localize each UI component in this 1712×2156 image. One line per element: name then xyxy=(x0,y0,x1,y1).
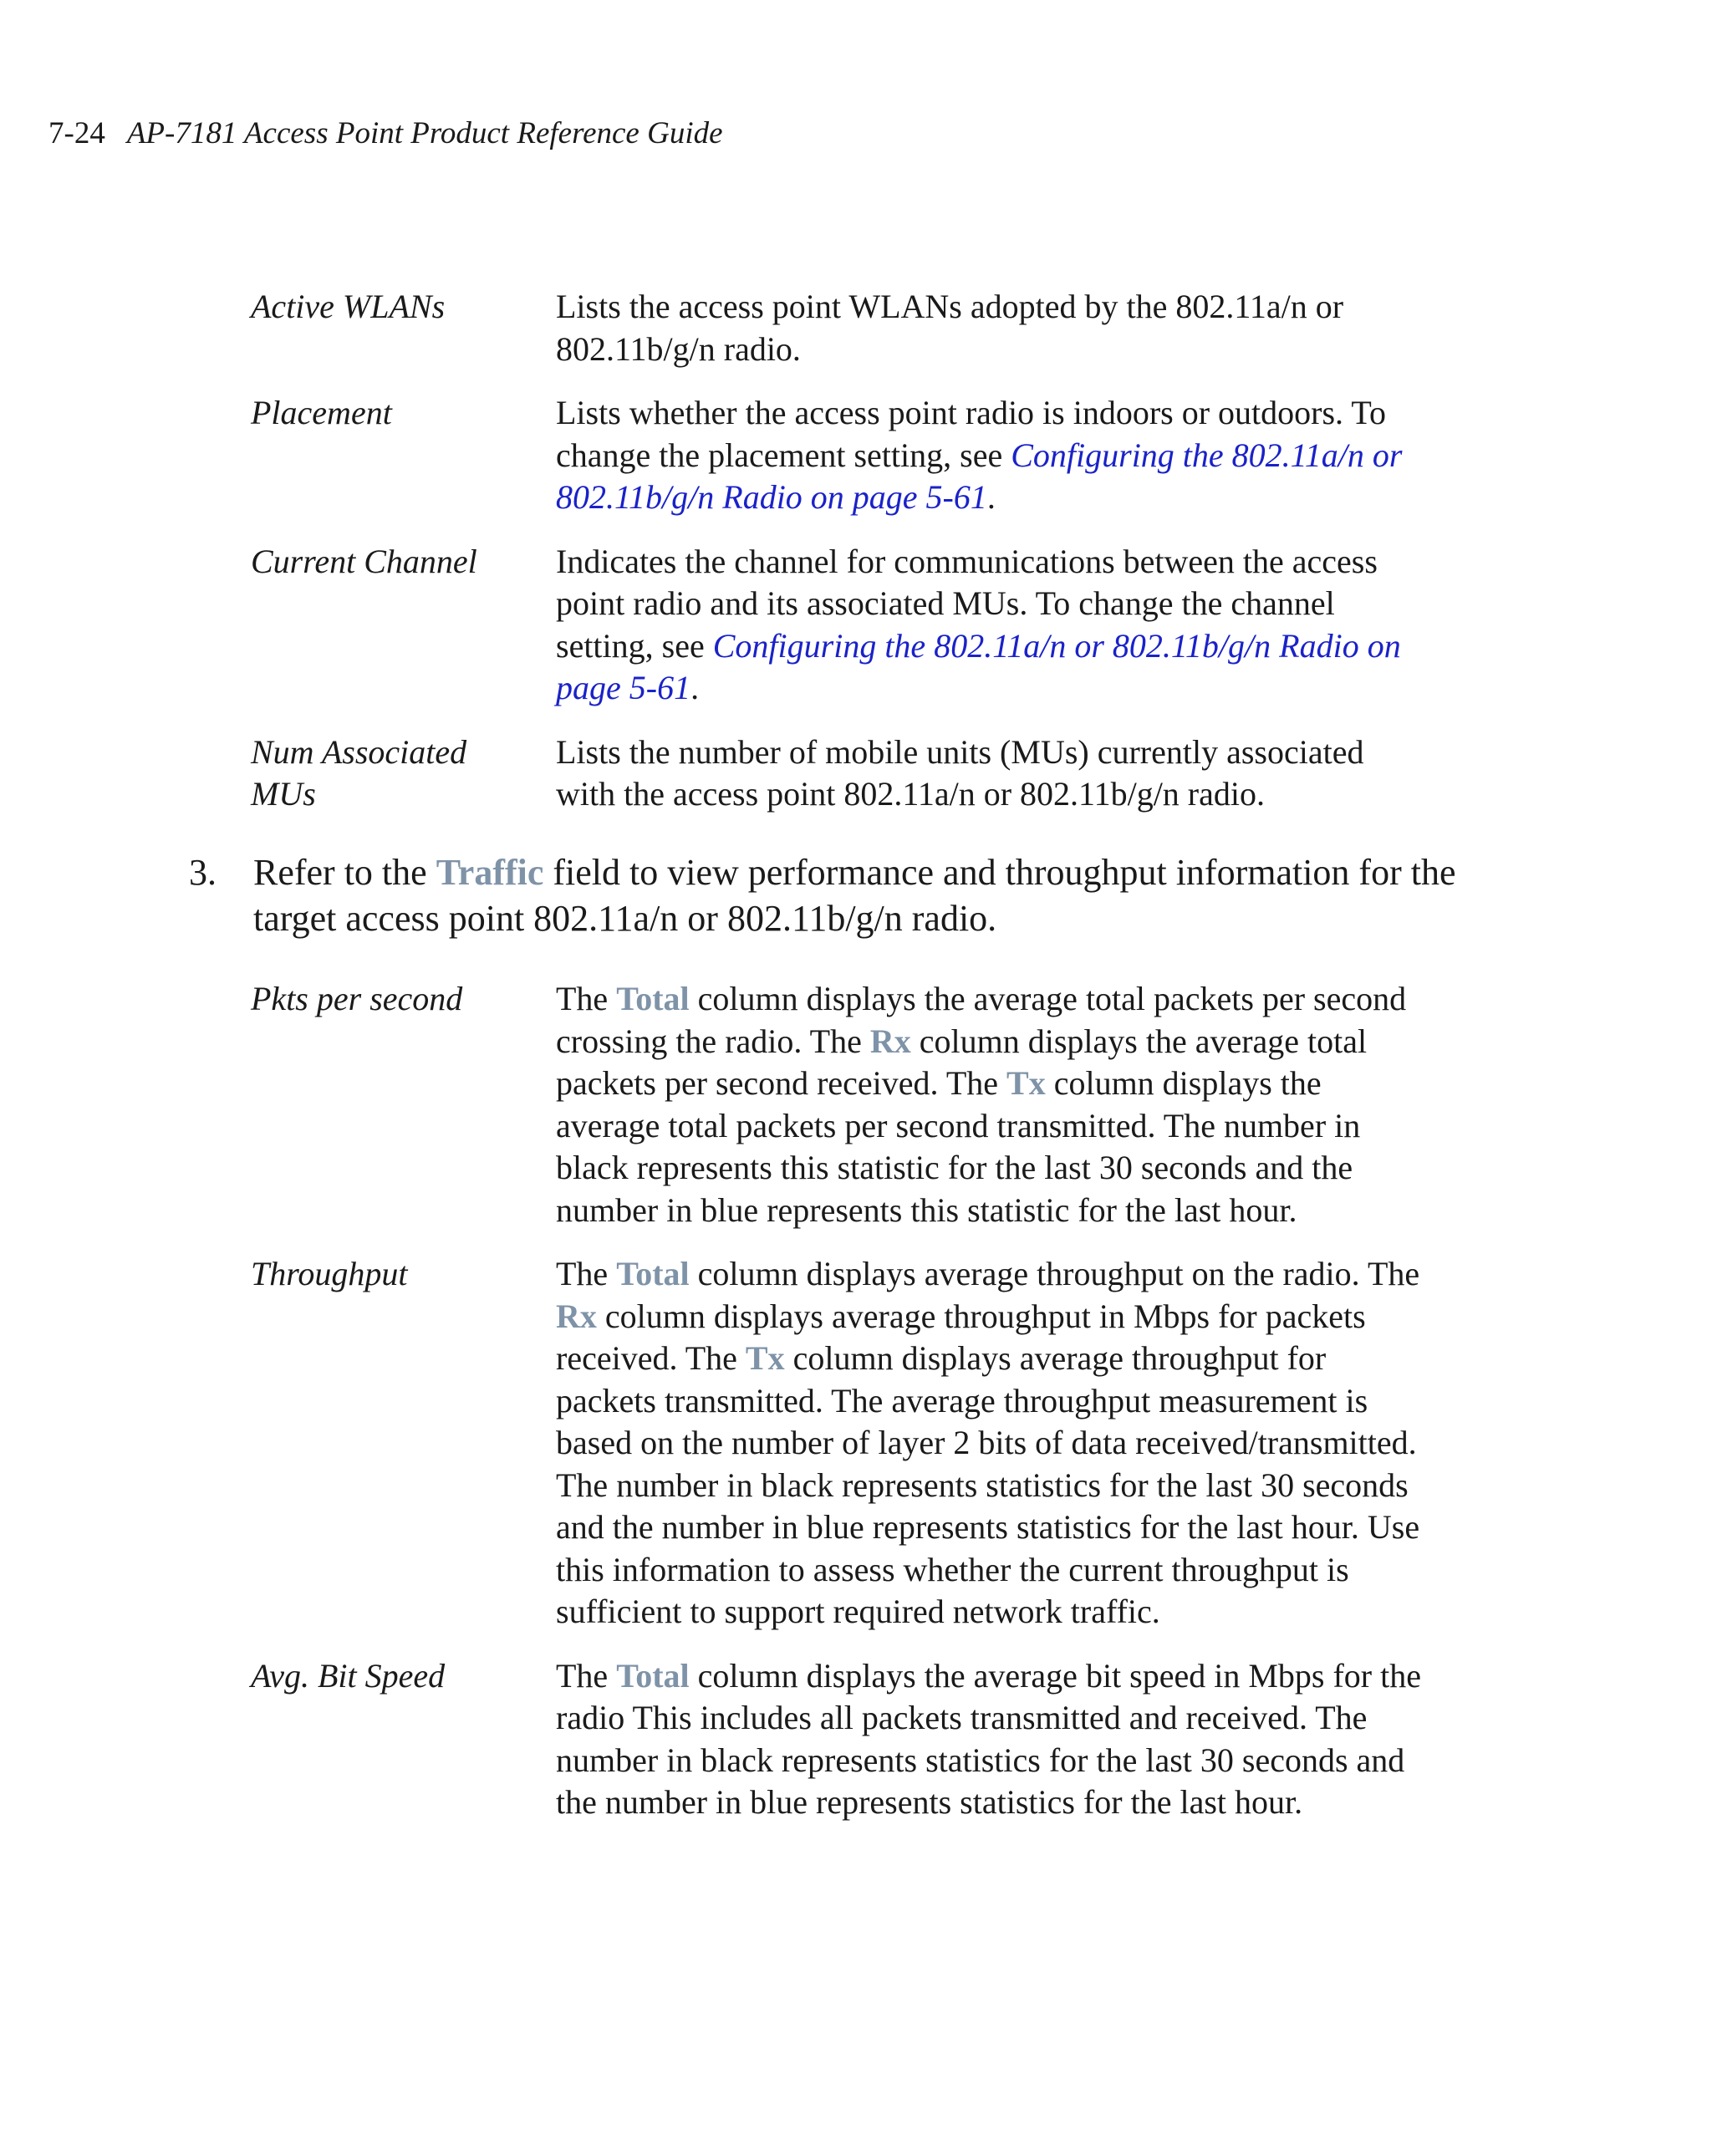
desc-text: . xyxy=(986,478,996,516)
desc-text: The xyxy=(556,980,617,1017)
desc-text: column displays the average total packets per second transmitted. The number in black represents this statistic for the last 30 seconds and the number in blue represents this statistic for the last hour. xyxy=(556,1064,1361,1229)
def-desc xyxy=(556,1655,1421,1824)
def-row-current-channel xyxy=(0,541,1712,710)
cross-reference-link[interactable]: Configuring the 802.11a/n or 802.11b/g/n Radio on page 5-61 xyxy=(556,436,1403,516)
def-row-num-associated-mus xyxy=(0,731,1712,816)
def-desc xyxy=(556,392,1421,519)
desc-text: The xyxy=(556,1656,617,1695)
def-row-avg-bit-speed xyxy=(0,1655,1712,1824)
guide-title: AP-7181 Access Point Product Reference Guide xyxy=(126,116,723,150)
desc-text: The xyxy=(556,1255,617,1292)
total-column-name: Total xyxy=(616,980,690,1017)
desc-text: column displays average throughput for packets transmitted. The average throughput measurement is based on the number of layer 2 bits of data received/transmitted. The number in black represents statistics for the last 30 seconds and the number in blue represents statistics for the last hour. Use this information to assess whether the current throughput is sufficient to support required network traffic. xyxy=(556,1339,1420,1630)
def-desc: Lists the number of mobile units (MUs) currently associated with the access point 802.11a/n or 802.11b/g/n radio. xyxy=(556,732,1364,813)
desc-text: column displays the average total packets per second received. The xyxy=(556,1022,1368,1102)
def-row-throughput xyxy=(0,1253,1712,1634)
tx-column-name: Tx xyxy=(745,1339,785,1377)
desc-text: column displays the average bit speed in Mbps for the radio This includes all packets transmitted and received. The number in black represents statistics for the last 30 seconds and the number in blue represents statistics for the last hour. xyxy=(556,1656,1421,1821)
traffic-list xyxy=(0,978,1712,1824)
desc-text: Indicates the channel for communications between the access point radio and its associated MUs. To change the channel setting, see xyxy=(556,542,1378,665)
def-term: Pkts per second xyxy=(251,980,463,1017)
def-row-placement xyxy=(0,392,1712,519)
desc-text: . xyxy=(690,669,700,706)
page-number: 7-24 xyxy=(48,116,105,150)
def-term: Num Associated MUs xyxy=(251,732,467,813)
step-text xyxy=(253,849,1541,941)
def-row-active-wlans xyxy=(0,286,1712,370)
rx-column-name: Rx xyxy=(556,1297,597,1335)
step-number: 3. xyxy=(189,852,217,893)
def-desc xyxy=(556,541,1421,710)
def-term: Avg. Bit Speed xyxy=(251,1656,446,1695)
desc-text: column displays average throughput in Mbps for packets received. The xyxy=(556,1297,1366,1377)
def-term: Active WLANs xyxy=(251,288,446,325)
def-term: Current Channel xyxy=(251,542,477,580)
total-column-name: Total xyxy=(616,1255,690,1292)
def-row-pkts-per-second xyxy=(0,978,1712,1231)
def-term: Placement xyxy=(251,394,392,431)
traffic-field-name: Traffic xyxy=(436,852,544,893)
cross-reference-link[interactable]: Configuring the 802.11a/n or 802.11b/g/n Radio on page 5-61 xyxy=(556,626,1401,706)
def-desc: Lists the access point WLANs adopted by the 802.11a/n or 802.11b/g/n radio. xyxy=(556,288,1344,368)
def-desc xyxy=(556,1253,1421,1634)
page-header xyxy=(48,115,723,152)
radio-info-list xyxy=(0,286,1712,816)
total-column-name: Total xyxy=(616,1656,690,1695)
desc-text: column displays average throughput on the radio. The xyxy=(689,1255,1420,1292)
def-desc xyxy=(556,978,1421,1231)
desc-text: Lists whether the access point radio is indoors or outdoors. To change the placement setting, see xyxy=(556,394,1386,474)
rx-column-name: Rx xyxy=(869,1022,911,1060)
tx-column-name: Tx xyxy=(1006,1064,1046,1102)
desc-text: column displays the average total packets per second crossing the radio. The xyxy=(556,980,1407,1060)
step-text-part: Refer to the xyxy=(253,852,436,893)
step-text-part: field to view performance and throughput information for the target access point 802.11a/n or 802.11b/g/n radio. xyxy=(253,852,1456,939)
def-term: Throughput xyxy=(251,1255,408,1292)
step-3 xyxy=(0,849,1712,941)
